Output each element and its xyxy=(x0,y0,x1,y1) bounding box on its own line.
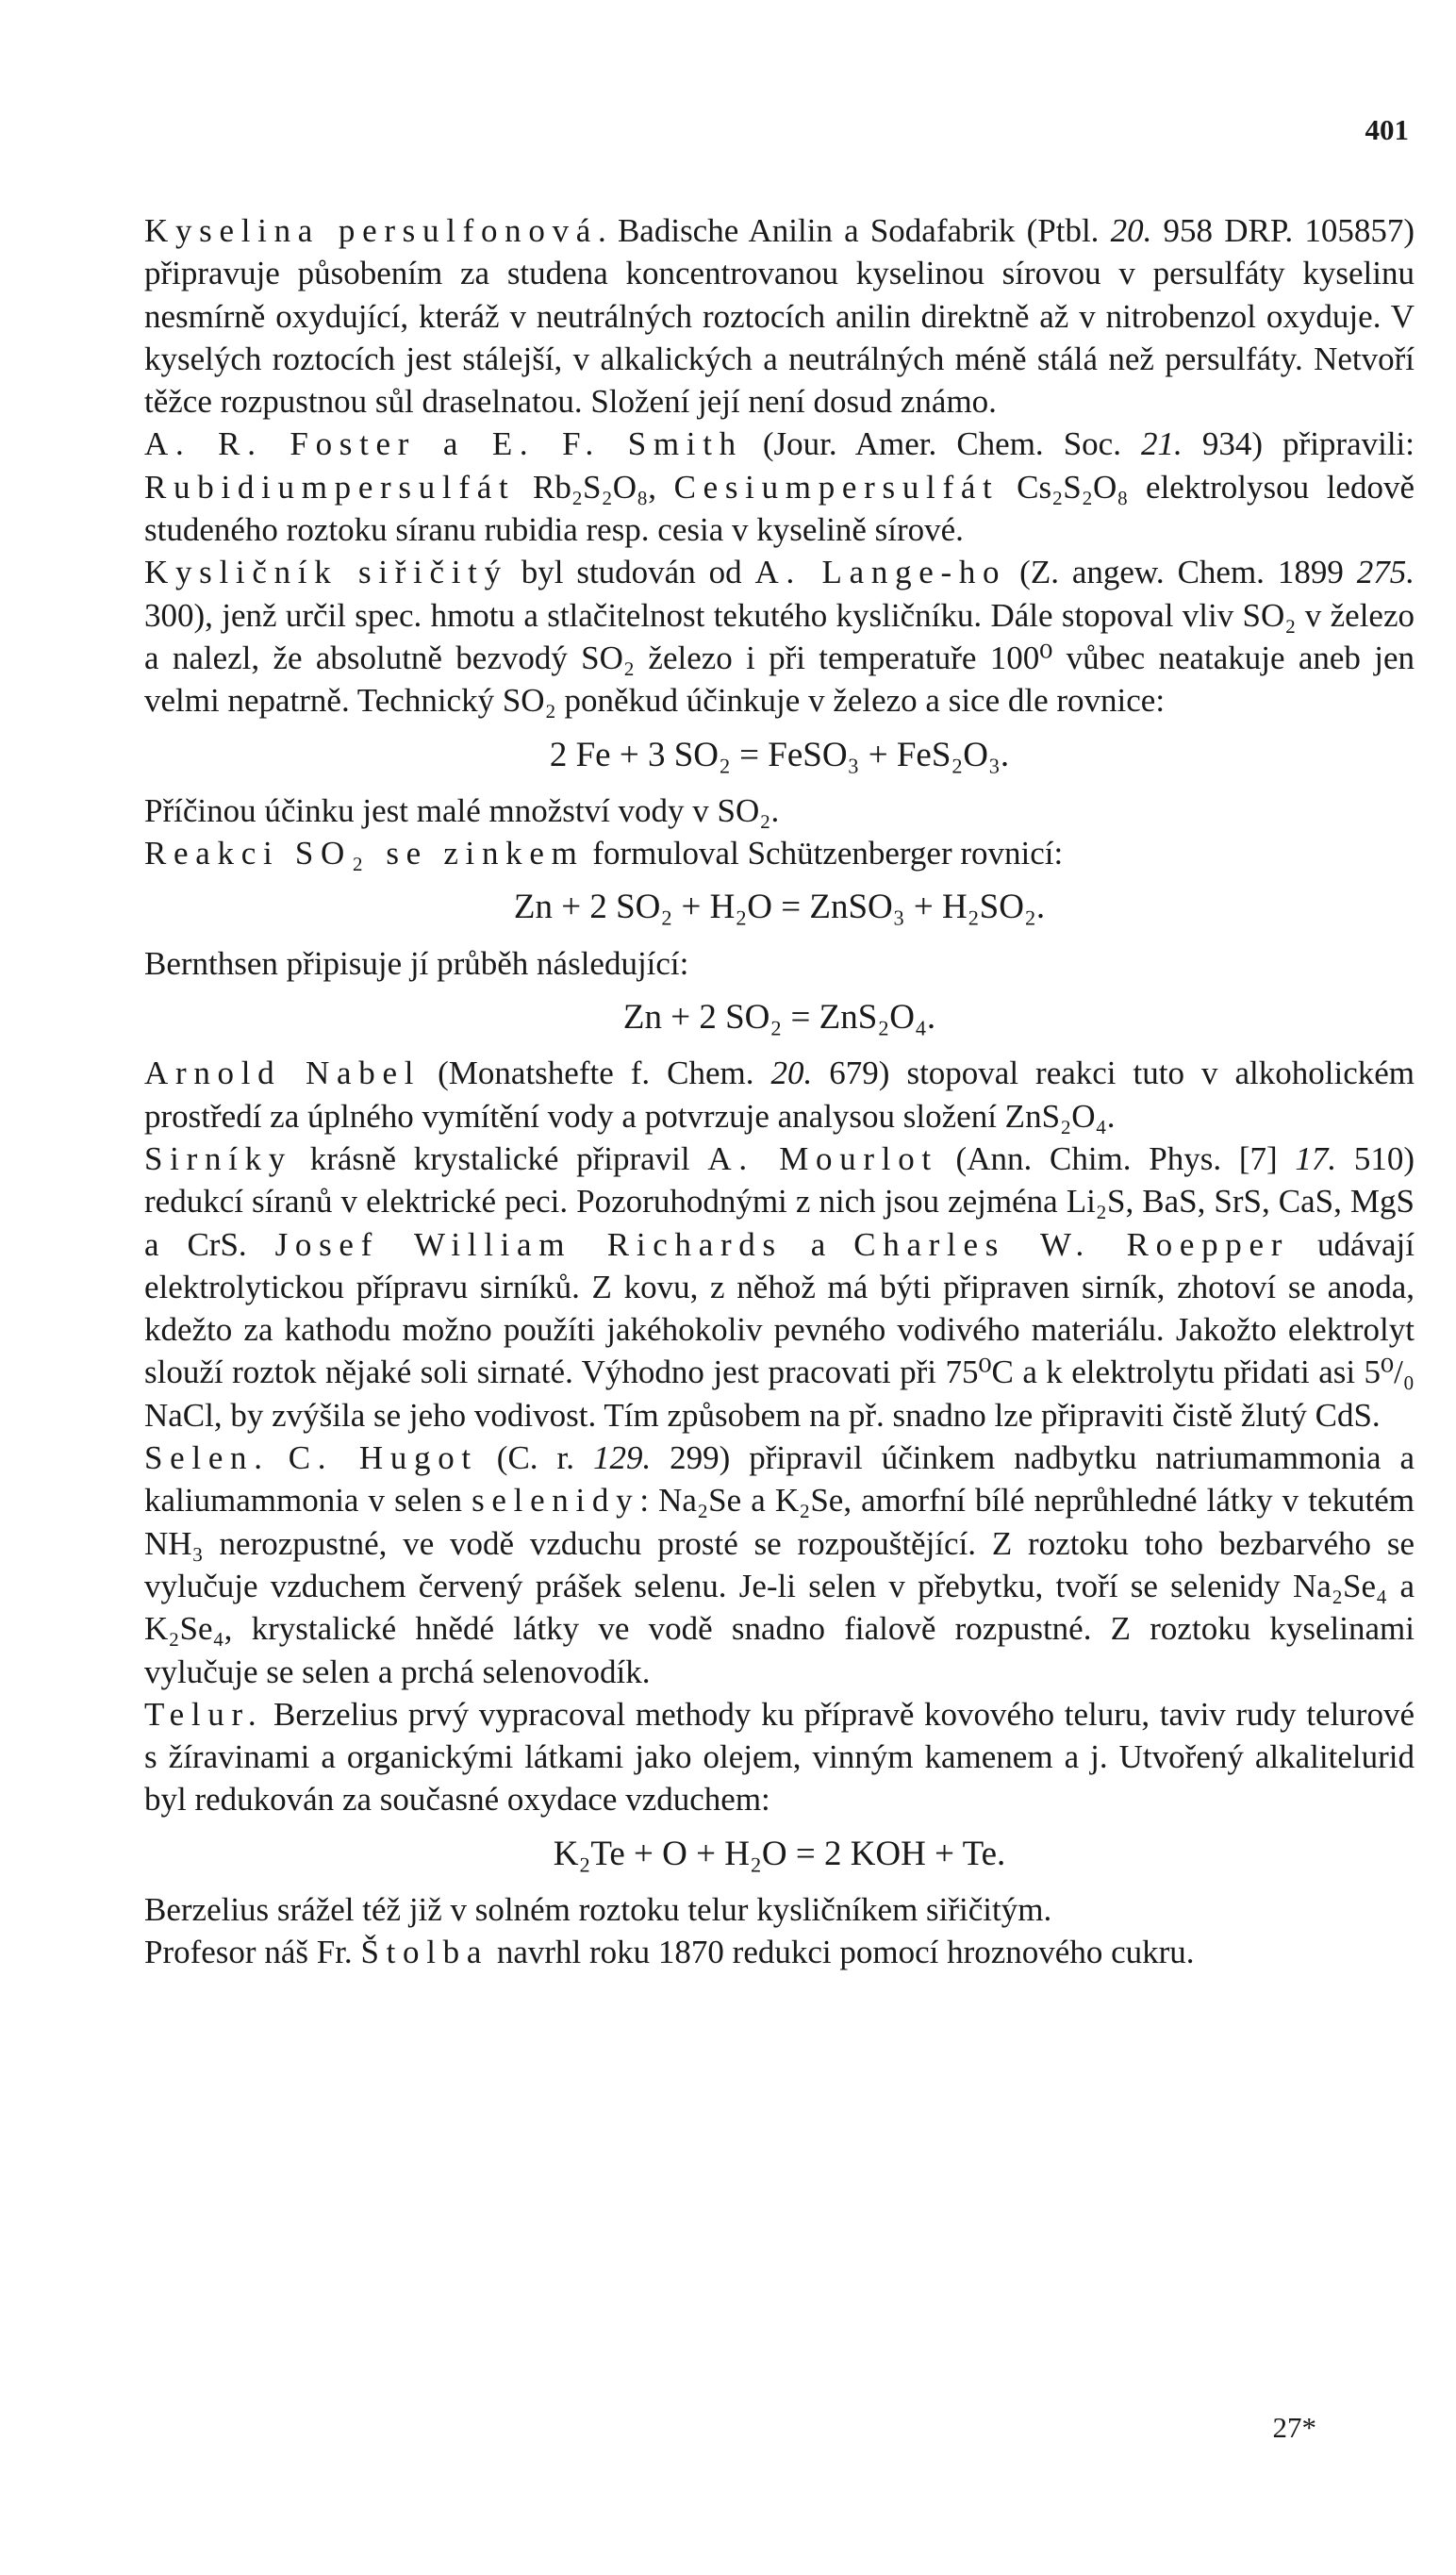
paragraph-kyslicnik-siricity xyxy=(144,551,1415,722)
equation-zn-so2-h2o: Zn + 2 SO₂ + H₂O = ZnSO₃ + H₂SO₂. xyxy=(513,888,1046,927)
text: 679) stopoval reakci tuto v alkoholickém prostředí za úplného vymítění vody a potvrzuje analysou složení ZnS₂O₄. xyxy=(144,1055,1415,1135)
author: A. Lange-ho xyxy=(754,554,1007,591)
text: (C. r. xyxy=(477,1439,593,1477)
paragraph-selen xyxy=(144,1437,1415,1693)
text: 299) připravil účinkem nadbytku natriumammonia a kaliumammonia v selen xyxy=(144,1439,1415,1520)
signature-mark: 27* xyxy=(1272,2411,1316,2444)
author: A. Mourlot xyxy=(707,1139,938,1177)
term-kyslicnik-siricity: Kysličník siřičitý xyxy=(144,554,508,591)
author: Charles W. Roepper xyxy=(853,1225,1290,1263)
volume-number: 20. xyxy=(1110,212,1152,249)
text: Berzelius prvý vypracoval methody ku přípravě kovového teluru, taviv rudy telurové s žíravinami a organickými látkami jako olejem, vinným kamenem a j. Utvořený alkalitelurid byl redukován za současné oxydace vzduchem: xyxy=(144,1695,1415,1819)
author: Josef William Richards xyxy=(274,1225,783,1263)
paragraph-nabel xyxy=(144,1052,1415,1138)
volume-number: 17. xyxy=(1295,1139,1337,1177)
volume-number: 20. xyxy=(770,1055,813,1092)
term-selenidy: selenidy xyxy=(472,1482,640,1520)
author: C. Hugot xyxy=(288,1439,478,1477)
volume-number: 275. xyxy=(1356,554,1415,591)
text: 958 DRP. 105857) připravuje působením za studena koncentrovanou kyselinou sírovou v persulfáty kyselinu nesmírně oxydující, kteráž v neutrálných roztocích anilin direktně až v nitrobenzol oxyduje. V kyselých roztocích jest stálejší, v alkalických a neutrálných méně stálá než persulfáty. Netvoří těžce rozpustnou sůl draselnatou. Složení její není dosud známo. xyxy=(144,212,1415,421)
text: Cs₂S₂O₈ elektrolysou ledově studeného roztoku síranu rubidia resp. cesia v kyselině sírové. xyxy=(144,468,1415,549)
paragraph-berzelius: Berzelius srážel též již v solném roztoku telur kysličníkem siřičitým. xyxy=(144,1890,1052,1928)
text: . Badische Anilin a Sodafabrik (Ptbl. xyxy=(598,212,1111,249)
term-selen: Selen. xyxy=(144,1439,270,1477)
text: a xyxy=(782,1225,854,1263)
text: 934) připravili: xyxy=(1182,425,1415,463)
term-reakci-so2-se-zinkem: Reakci SO₂ se zinkem xyxy=(144,835,585,872)
text: (Ann. Chim. Phys. [7] xyxy=(937,1139,1296,1177)
paragraph-stolba xyxy=(144,1931,1415,1973)
text: formuloval Schützenberger rovnicí: xyxy=(584,835,1064,872)
term-cesiumpersulfat: Cesiumpersulfát xyxy=(673,468,1000,506)
equation-fe-so2: 2 Fe + 3 SO₂ = FeSO₃ + FeS₂O₃. xyxy=(549,735,1010,774)
term-rubidiumpersulfat: Rubidiumpersulfát xyxy=(144,468,516,506)
paragraph-telur xyxy=(144,1693,1415,1821)
term-kyselina-persulfonova: Kyselina persulfonová xyxy=(144,212,599,249)
text: 510) redukcí síranů v elektrické peci. Pozoruhodnými z nich jsou zejména Li₂S, BaS, SrS, CaS, MgS a CrS. xyxy=(144,1139,1415,1263)
paragraph-foster-smith xyxy=(144,423,1415,551)
text: (Z. angew. Chem. 1899 xyxy=(1006,554,1357,591)
authors: A. R. Foster a E. F. Smith xyxy=(144,425,743,463)
paragraph-pricina: Příčinou účinku jest malé množství vody v SO₂. xyxy=(144,791,780,829)
formula: Rb₂S₂O₈, xyxy=(515,468,674,506)
author: Arnold Nabel xyxy=(144,1055,422,1092)
author: Štolba xyxy=(360,1934,489,1971)
text: Profesor náš Fr. xyxy=(144,1934,361,1971)
text: navrhl roku 1870 redukci pomocí hroznového cukru. xyxy=(488,1934,1195,1971)
text: (Monatshefte f. Chem. xyxy=(421,1055,771,1092)
equation-zn-so2: Zn + 2 SO₂ = ZnS₂O₄. xyxy=(622,998,936,1038)
term-telur: Telur. xyxy=(144,1695,264,1733)
equation-k2te: K₂Te + O + H₂O = 2 KOH + Te. xyxy=(553,1834,1006,1873)
paragraph-reakci-so2 xyxy=(144,832,1415,874)
term-sirniky: Sirníky xyxy=(144,1139,292,1177)
volume-number: 21. xyxy=(1141,425,1183,463)
text: krásně krystalické připravil xyxy=(291,1139,708,1177)
text: byl studován od xyxy=(507,554,755,591)
page-body xyxy=(144,209,1415,1974)
paragraph-sirniky xyxy=(144,1138,1415,1437)
text: udávají elektrolytickou přípravu sirníků. Z kovu, z něhož má býti připraven sirník, zhotoví se anoda, kdežto za kathodu možno použíti jakéhokoliv pevného vodivého materiálu. Jakožto elektrolyt slouží roztok nějaké soli sirnaté. Výhodno jest pracovati při 75⁰C a k elektrolytu přidati asi 5⁰/₀ NaCl, by zvýšila se jeho vodivost. Tím způsobem na př. snadno lze připraviti čistě žlutý CdS. xyxy=(144,1225,1415,1434)
volume-number: 129. xyxy=(592,1439,652,1477)
text: 300), jenž určil spec. hmotu a stlačitelnost tekutého kysličníku. Dále stopoval vliv SO₂ v železo a nalezl, že absolutně bezvodý SO₂ železo i při temperatuře 100⁰ vůbec neatakuje aneb jen velmi nepatrně. Technický SO₂ poněkud účinkuje v železo a sice dle rovnice: xyxy=(144,596,1415,720)
text: (Jour. Amer. Chem. Soc. xyxy=(742,425,1142,463)
paragraph-bernthsen: Bernthsen připisuje jí průběh následující: xyxy=(144,944,689,982)
paragraph-persulfonova xyxy=(144,209,1415,423)
text: : Na₂Se a K₂Se, amorfní bílé neprůhledné látky v tekutém NH₃ nerozpustné, ve vodě vzduchu prosté se rozpouštějící. Z roztoku toho bezbarvého se vylučuje vzduchem červený prášek selenu. Je-li selen v přebytku, tvoří se selenidy Na₂Se₄ a K₂Se₄, krystalické hnědé látky ve vodě snadno fialově rozpustné. Z roztoku kyselinami vylučuje se selen a prchá selenovodík. xyxy=(144,1482,1415,1690)
page-number: 401 xyxy=(1365,113,1409,146)
